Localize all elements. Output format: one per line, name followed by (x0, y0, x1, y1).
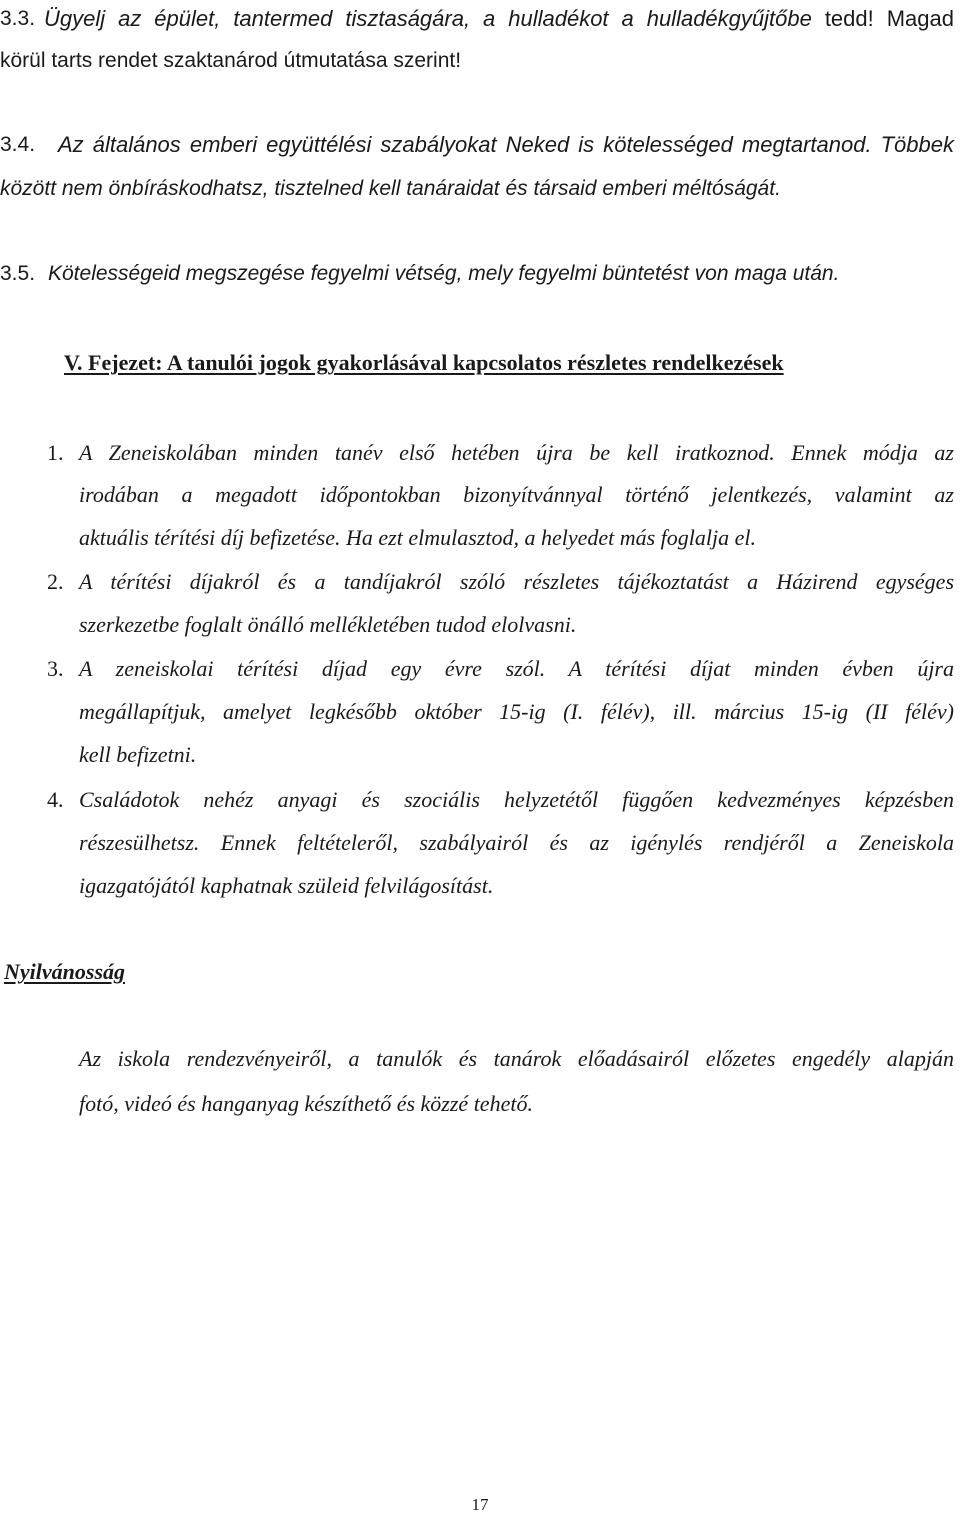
page-number: 17 (471, 1495, 489, 1514)
list-item-line: igazgatójától kaphatnak szüleid felvilágosítást. (79, 873, 494, 898)
item-3-3-line1 (44, 6, 954, 32)
publicity-heading: Nyilvánosság (4, 959, 125, 984)
item-3-4-number: 3.4. (0, 133, 36, 156)
item-3-5-number: 3.5. (0, 262, 36, 285)
list-item-line: irodában a megadott időpontokban bizonyítvánnyal történő jelentkezés, valamint az (79, 482, 954, 507)
publicity-line: fotó, videó és hanganyag készíthető és közzé tehető. (79, 1091, 533, 1116)
list-item-number: 1. (47, 440, 64, 465)
item-3-4-line2: között nem önbíráskodhatsz, tisztelned kell tanáraidat és társaid emberi méltóságát. (0, 177, 781, 200)
list-item-number: 4. (47, 787, 64, 812)
list-item-line: részesülhetsz. Ennek feltételeről, szabályairól és az igénylés rendjéről a Zeneiskola (79, 830, 954, 855)
list-item-line: szerkezetbe foglalt önálló mellékletében tudod elolvasni. (79, 612, 577, 637)
list-item-number: 2. (47, 569, 64, 594)
item-3-3-line2: körül tarts rendet szaktanárod útmutatása szerint! (0, 49, 462, 72)
list-item-number: 3. (47, 656, 64, 681)
list-item-line: kell befizetni. (79, 742, 197, 767)
item-3-3-italic-text: Ügyelj az épület, tantermed tisztaságára, a hulladékot a hulladékgyűjtőbe (44, 6, 812, 31)
list-item-line: aktuális térítési díj befizetése. Ha ezt elmulasztod, a helyedet más foglalja el. (79, 525, 757, 550)
publicity-line: Az iskola rendezvényeiről, a tanulók és tanárok előadásairól előzetes engedély alapján (79, 1046, 954, 1071)
item-3-4-line1: Az általános emberi együttélési szabályokat Neked is kötelességed megtartanod. Többek (58, 132, 954, 157)
list-item-line: A Zeneiskolában minden tanév első hetében újra be kell iratkoznod. Ennek módja az (79, 440, 954, 465)
list-item-line: A térítési díjakról és a tandíjakról szóló részletes tájékoztatást a Házirend egységes (79, 569, 954, 594)
list-item-line: megállapítjuk, amelyet legkésőbb október 15-ig (I. félév), ill. március 15-ig (II félév) (79, 699, 954, 724)
list-item-line: Családotok nehéz anyagi és szociális helyzetétől függően kedvezményes képzésben (79, 787, 954, 812)
item-3-5-text: Kötelességeid megszegése fegyelmi vétség, mely fegyelmi büntetést von maga után. (48, 262, 840, 285)
item-3-3-number: 3.3. (0, 7, 36, 30)
list-item-line: A zeneiskolai térítési díjad egy évre szól. A térítési díjat minden évben újra (79, 656, 954, 681)
item-3-3-regular-text: tedd! Magad (824, 6, 954, 31)
chapter-heading: V. Fejezet: A tanulói jogok gyakorlásával kapcsolatos részletes rendelkezések (64, 350, 784, 375)
